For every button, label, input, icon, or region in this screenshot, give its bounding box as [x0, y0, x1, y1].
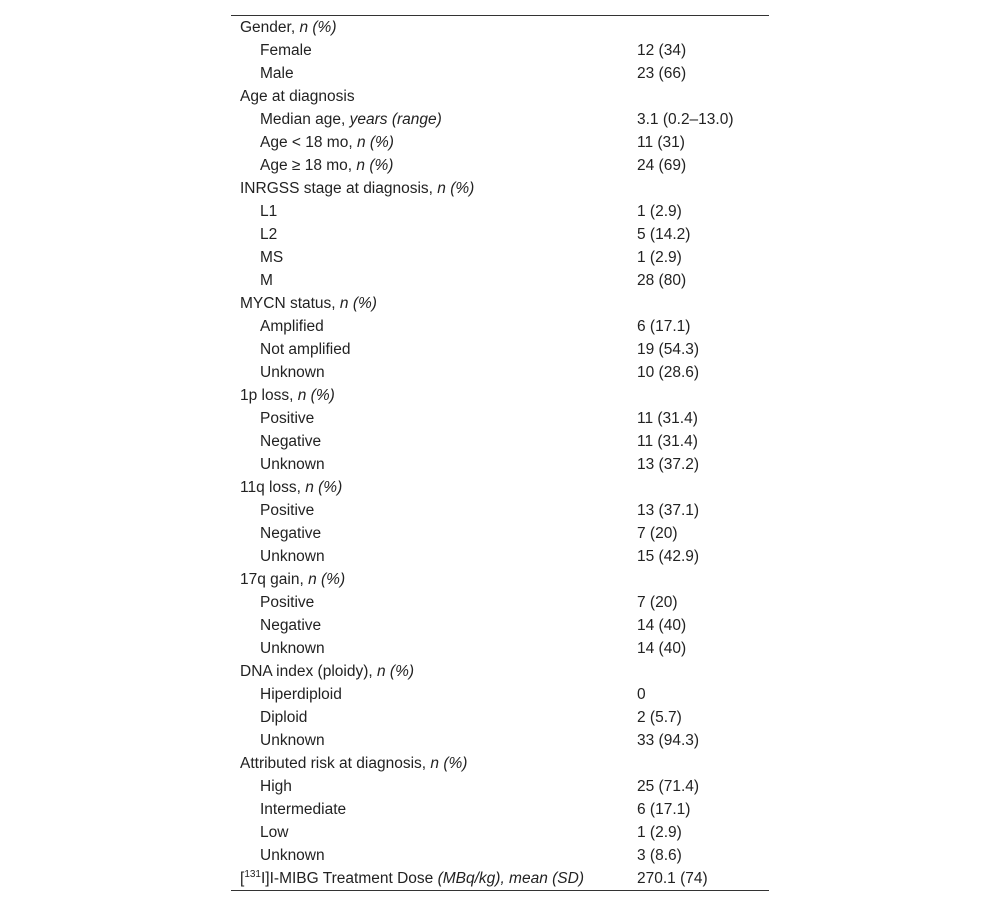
subitem-label-cell: [231, 108, 628, 131]
subitem-label-cell: [231, 591, 628, 614]
table-row-category: [231, 660, 769, 683]
table-row-subitem: [231, 545, 769, 568]
table-row-subitem: [231, 499, 769, 522]
table-body: [231, 16, 769, 890]
dose-label-text: I]I-MIBG Treatment Dose: [261, 870, 438, 887]
row-label-unit: n (%): [437, 180, 475, 197]
subitem-label-cell: [231, 522, 628, 545]
subitem-label-cell: [231, 798, 628, 821]
table-row-subitem: [231, 591, 769, 614]
table-row-subitem: [231, 798, 769, 821]
row-label-unit: n (%): [339, 295, 377, 312]
row-value-cell: 7 (20): [637, 594, 678, 611]
row-value-cell: 11 (31.4): [637, 433, 698, 450]
row-value-cell: [628, 292, 769, 315]
table-row-subitem: [231, 269, 769, 292]
row-label-text: Negative: [260, 525, 322, 542]
subitem-label-cell: [231, 407, 628, 430]
row-label-unit: n (%): [376, 663, 415, 680]
table-row-category: [231, 292, 769, 315]
table-row-subitem: [231, 154, 769, 177]
row-label-text: 11q loss,: [240, 479, 306, 496]
table-row-subitem: [231, 246, 769, 269]
row-label-text: MYCN status,: [240, 295, 340, 312]
row-label-unit: n (%): [430, 755, 468, 772]
row-value-cell: 0: [637, 686, 646, 703]
row-label-text: High: [260, 778, 292, 795]
row-value-cell: 28 (80): [637, 272, 687, 289]
table-row-category: [231, 384, 769, 407]
row-value-cell: [628, 568, 769, 591]
row-label-unit: n (%): [299, 19, 337, 36]
table-row-category: [231, 568, 769, 591]
row-value-cell: 3.1 (0.2–13.0): [637, 111, 734, 128]
row-label-text: Unknown: [260, 732, 325, 749]
row-value-cell: [628, 660, 769, 683]
category-label-cell: [231, 660, 628, 683]
subitem-label-cell: [231, 706, 628, 729]
subitem-label-cell: [231, 269, 628, 292]
subitem-label-cell: [231, 154, 628, 177]
row-value-cell: 14 (40): [637, 617, 687, 634]
subitem-label-cell: [231, 200, 628, 223]
subitem-label-cell: [231, 453, 628, 476]
row-value-cell: 6 (17.1): [637, 801, 691, 818]
subitem-label-cell: [231, 246, 628, 269]
table-row-category: [231, 85, 769, 108]
row-label-text: M: [260, 272, 273, 289]
row-value-cell: 6 (17.1): [637, 318, 691, 335]
row-value-cell: [628, 85, 769, 108]
row-label-text: 17q gain,: [240, 571, 309, 588]
subitem-label-cell: [231, 338, 628, 361]
table-row-subitem: [231, 729, 769, 752]
row-label-text: Attributed risk at diagnosis,: [240, 755, 431, 772]
table-row-subitem: [231, 131, 769, 154]
subitem-label-cell: [231, 430, 628, 453]
table-row-subitem: [231, 522, 769, 545]
subitem-label-cell: [231, 361, 628, 384]
row-value-cell: 12 (34): [637, 42, 687, 59]
subitem-label-cell: [231, 62, 628, 85]
row-label-text: Gender,: [240, 19, 300, 36]
row-label-unit: n (%): [356, 157, 394, 174]
row-label-unit: n (%): [356, 134, 394, 151]
row-label-text: Unknown: [260, 847, 325, 864]
row-label-text: Negative: [260, 433, 322, 450]
table-row-subitem: [231, 338, 769, 361]
category-label-cell: [231, 568, 628, 591]
row-label-text: Intermediate: [260, 801, 347, 818]
table-row-subitem: [231, 108, 769, 131]
table-row-subitem: [231, 361, 769, 384]
category-label-cell: [231, 177, 628, 200]
row-label-text: Age ≥ 18 mo,: [260, 157, 357, 174]
dose-label-italic: (MBq/kg), mean (SD): [437, 870, 584, 887]
table-row-subitem: [231, 844, 769, 867]
row-label-unit: n (%): [297, 387, 335, 404]
table-row-subitem: [231, 315, 769, 338]
row-label-text: MS: [260, 249, 284, 266]
subitem-label-cell: [231, 775, 628, 798]
row-label-text: Diploid: [260, 709, 308, 726]
row-value-cell: 1 (2.9): [637, 249, 682, 266]
row-value-cell: [628, 177, 769, 200]
characteristics-table-container: [231, 15, 769, 891]
row-value-cell: 19 (54.3): [637, 341, 700, 358]
row-label-text: L2: [260, 226, 278, 243]
subitem-label-cell: [231, 614, 628, 637]
subitem-label-cell: [231, 637, 628, 660]
row-label-unit: years (range): [349, 111, 442, 128]
subitem-label-cell: [231, 39, 628, 62]
subitem-label-cell: [231, 683, 628, 706]
row-label-text: Positive: [260, 594, 315, 611]
subitem-label-cell: [231, 844, 628, 867]
category-label-cell: [231, 292, 628, 315]
row-value-cell: [628, 16, 769, 39]
category-label-cell: [231, 384, 628, 407]
row-value-cell: 13 (37.1): [637, 502, 700, 519]
dose-label-cell: [231, 867, 628, 890]
table-row-category: [231, 752, 769, 775]
table-row-subitem: [231, 453, 769, 476]
row-label-text: Negative: [260, 617, 322, 634]
row-value-cell: 13 (37.2): [637, 456, 700, 473]
row-label-text: Amplified: [260, 318, 324, 335]
table-row-subitem: [231, 637, 769, 660]
table-row-subitem: [231, 62, 769, 85]
row-value-cell: 1 (2.9): [637, 203, 682, 220]
table-row-subitem: [231, 407, 769, 430]
subitem-label-cell: [231, 499, 628, 522]
row-value-cell: 15 (42.9): [637, 548, 700, 565]
row-label-unit: n (%): [305, 479, 343, 496]
table-row-subitem: [231, 775, 769, 798]
row-value-cell: 25 (71.4): [637, 778, 700, 795]
row-label-text: Median age,: [260, 111, 350, 128]
row-label-text: Unknown: [260, 548, 325, 565]
subitem-label-cell: [231, 131, 628, 154]
row-value-cell: 7 (20): [637, 525, 678, 542]
row-value-cell: 1 (2.9): [637, 824, 682, 841]
row-label-text: Positive: [260, 410, 315, 427]
row-value-cell: [628, 752, 769, 775]
dose-value-cell: 270.1 (74): [637, 870, 708, 887]
subitem-label-cell: [231, 821, 628, 844]
category-label-cell: [231, 85, 628, 108]
table-row-subitem: [231, 223, 769, 246]
row-label-unit: n (%): [308, 571, 346, 588]
row-label-text: Low: [260, 824, 289, 841]
row-value-cell: 23 (66): [637, 65, 687, 82]
patient-characteristics-table: [231, 16, 769, 890]
row-value-cell: 11 (31): [637, 134, 685, 151]
row-value-cell: 10 (28.6): [637, 364, 700, 381]
row-value-cell: 14 (40): [637, 640, 687, 657]
row-label-text: 1p loss,: [240, 387, 298, 404]
row-value-cell: 11 (31.4): [637, 410, 698, 427]
subitem-label-cell: [231, 315, 628, 338]
row-value-cell: 3 (8.6): [637, 847, 682, 864]
row-label-text: INRGSS stage at diagnosis,: [240, 180, 438, 197]
table-row-subitem: [231, 430, 769, 453]
row-label-text: Unknown: [260, 640, 325, 657]
subitem-label-cell: [231, 545, 628, 568]
dose-isotope-superscript: 131: [244, 869, 261, 880]
table-row-dose: [231, 867, 769, 890]
row-value-cell: [628, 476, 769, 499]
table-row-category: [231, 177, 769, 200]
category-label-cell: [231, 752, 628, 775]
row-label-text: Age < 18 mo,: [260, 134, 357, 151]
row-label-text: Hiperdiploid: [260, 686, 342, 703]
table-row-subitem: [231, 39, 769, 62]
row-label-text: Positive: [260, 502, 315, 519]
table-row-category: [231, 16, 769, 39]
table-row-subitem: [231, 706, 769, 729]
row-value-cell: 5 (14.2): [637, 226, 691, 243]
row-label-text: Female: [260, 42, 312, 59]
table-row-category: [231, 476, 769, 499]
table-row-subitem: [231, 821, 769, 844]
table-row-subitem: [231, 614, 769, 637]
subitem-label-cell: [231, 729, 628, 752]
row-label-text: Unknown: [260, 456, 325, 473]
row-label-text: L1: [260, 203, 278, 220]
row-value-cell: [628, 384, 769, 407]
row-value-cell: 33 (94.3): [637, 732, 700, 749]
category-label-cell: [231, 16, 628, 39]
subitem-label-cell: [231, 223, 628, 246]
dose-bracket-open: [: [240, 870, 245, 887]
row-value-cell: 24 (69): [637, 157, 687, 174]
row-label-text: Male: [260, 65, 294, 82]
table-row-subitem: [231, 200, 769, 223]
row-value-cell: 2 (5.7): [637, 709, 682, 726]
row-label-text: DNA index (ploidy),: [240, 663, 377, 680]
row-label-text: Not amplified: [260, 341, 351, 358]
category-label-cell: [231, 476, 628, 499]
row-label-text: Age at diagnosis: [240, 88, 355, 105]
table-row-subitem: [231, 683, 769, 706]
row-label-text: Unknown: [260, 364, 325, 381]
